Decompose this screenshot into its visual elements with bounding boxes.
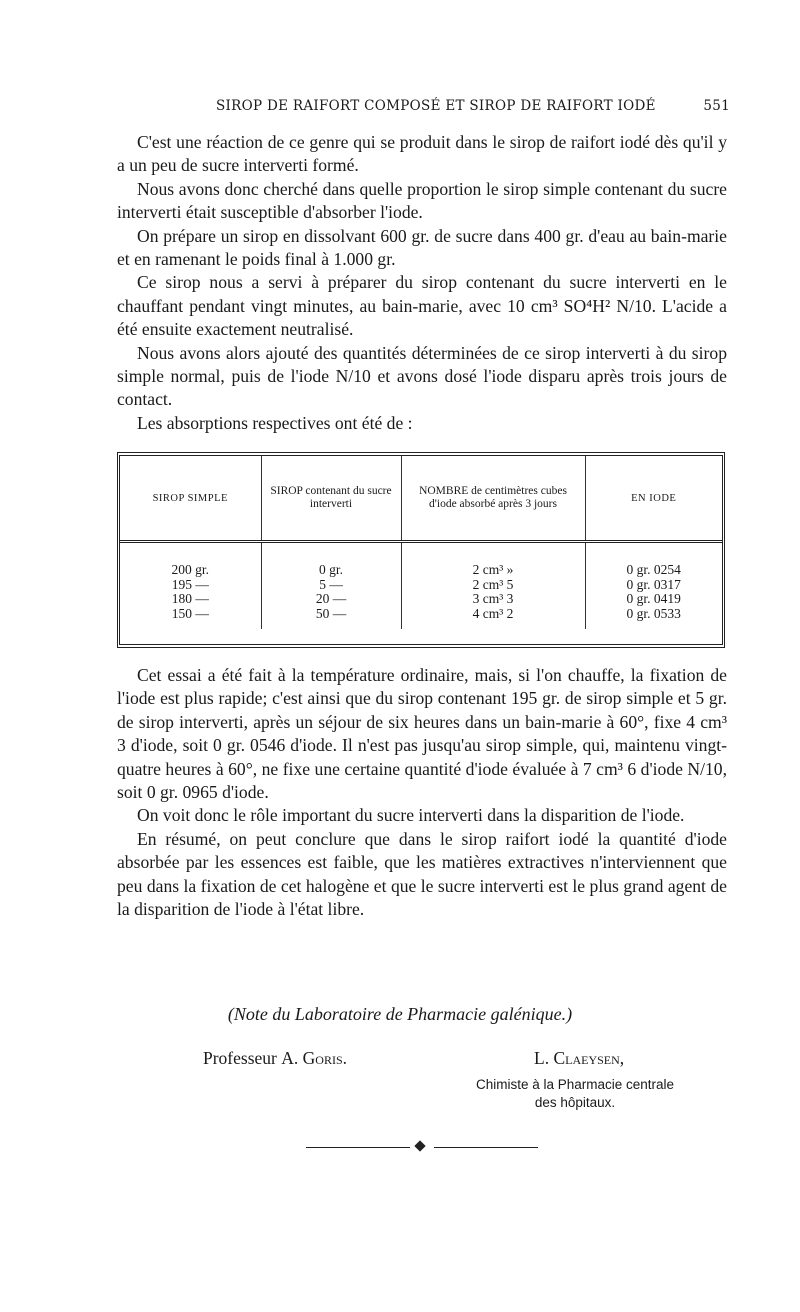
signature-goris (203, 1048, 347, 1069)
table-cell: 0 gr. 0533 (626, 605, 681, 621)
table-cell: 0 gr. 0419 (626, 591, 681, 606)
signature-role: Professeur (203, 1048, 277, 1068)
column-header: SIROP SIMPLE (120, 456, 261, 542)
signature-name: L. Claeysen, (534, 1048, 625, 1068)
table-cell: 5 — (261, 578, 401, 593)
table-cell: 180 — (120, 592, 261, 607)
table-cell: 200 gr. (120, 542, 261, 578)
absorption-table (117, 452, 725, 648)
intro-text (117, 131, 727, 435)
table-cell: 2 cm³ » (401, 542, 585, 578)
table-row (120, 542, 722, 578)
divider-line (434, 1147, 538, 1148)
running-title: SIROP DE RAIFORT COMPOSÉ ET SIROP DE RAIFORT IODÉ (216, 98, 656, 114)
paragraph: Cet essai a été fait à la température ordinaire, mais, si l'on chauffe, la fixation de l'iode est plus rapide; c'est ainsi que du sirop contenant 195 gr. de sirop simple et 5 gr. de sirop interverti, après un séjour de six heures dans un bain-marie à 60°, fixe 4 cm³ 3 d'iode, soit 0 gr. 0546 d'iode. Il n'est pas jusqu'au sirop simple, qui, maintenu vingt-quatre heures à 60°, ne fixe une certaine quantité d'iode évaluée à 7 cm³ 6 d'iode N/10, soit 0 gr. 0965 d'iode. (117, 665, 727, 803)
paragraph: Ce sirop nous a servi à préparer du sirop contenant du sucre interverti en le chauffant pendant vingt minutes, au bain-marie, avec 10 cm³ SO⁴H² N/10. L'acide a été ensuite exactement neutralisé. (117, 272, 727, 340)
column-header: EN IODE (585, 456, 722, 542)
column-header: SIROP contenant du sucre interverti (261, 456, 401, 542)
paragraph: C'est une réaction de ce genre qui se produit dans le sirop de raifort iodé dès qu'il y a un peu de sucre interverti formé. (117, 132, 727, 176)
table-row (120, 592, 722, 607)
end-ornament-divider (306, 1140, 538, 1154)
paragraph: En résumé, on peut conclure que dans le sirop raifort iodé la quantité d'iode absorbée par les essences est faible, que les matières extractives n'interviennent que peu dans la fixation de cet halogène et que le sucre interverti est le plus grand agent de la disparition de l'iode à l'état libre. (117, 828, 727, 920)
paragraph: On voit donc le rôle important du sucre interverti dans la disparition de l'iode. (137, 805, 685, 826)
table-row (120, 607, 722, 630)
conclusion-text (117, 664, 727, 921)
diamond-icon (414, 1140, 425, 1151)
page-number: 551 (703, 98, 730, 114)
lab-note: (Note du Laboratoire de Pharmacie galénique.) (227, 1004, 573, 1024)
affiliation-line: Chimiste à la Pharmacie centrale (475, 1077, 675, 1092)
table-cell: 4 cm³ 2 (401, 607, 585, 630)
running-head (130, 98, 730, 114)
table-cell: 50 — (261, 607, 401, 630)
table-cell: 0 gr. 0254 (626, 562, 681, 577)
table-cell: 2 cm³ 5 (401, 578, 585, 593)
table-header-row (120, 456, 722, 542)
table-cell: 0 gr. 0317 (626, 576, 681, 592)
column-header: NOMBRE de centimètres cubes d'iode absorbé après 3 jours (401, 456, 585, 542)
table-cell: 0 gr. (261, 542, 401, 578)
table-cell: 3 cm³ 3 (401, 592, 585, 607)
table-cell: 150 — (120, 607, 261, 630)
table-row (120, 578, 722, 593)
affiliation-line: des hôpitaux. (534, 1095, 616, 1110)
paragraph: On prépare un sirop en dissolvant 600 gr. de sucre dans 400 gr. d'eau au bain-marie et en ramenant le poids final à 1.000 gr. (117, 225, 727, 270)
signature-name: A. Goris. (281, 1048, 347, 1068)
table-cell: 195 — (120, 578, 261, 593)
table-cell: 20 — (261, 592, 401, 607)
signature-affiliation (455, 1076, 695, 1112)
signature-claeysen (534, 1048, 624, 1069)
paragraph: Les absorptions respectives ont été de : (137, 412, 413, 433)
paragraph: Nous avons alors ajouté des quantités déterminées de ce sirop interverti à du sirop simple normal, puis de l'iode N/10 et avons dosé l'iode disparu après trois jours de contact. (117, 342, 727, 410)
paragraph: Nous avons donc cherché dans quelle proportion le sirop simple contenant du sucre interverti était susceptible d'absorber l'iode. (117, 178, 727, 223)
divider-line (306, 1147, 410, 1148)
